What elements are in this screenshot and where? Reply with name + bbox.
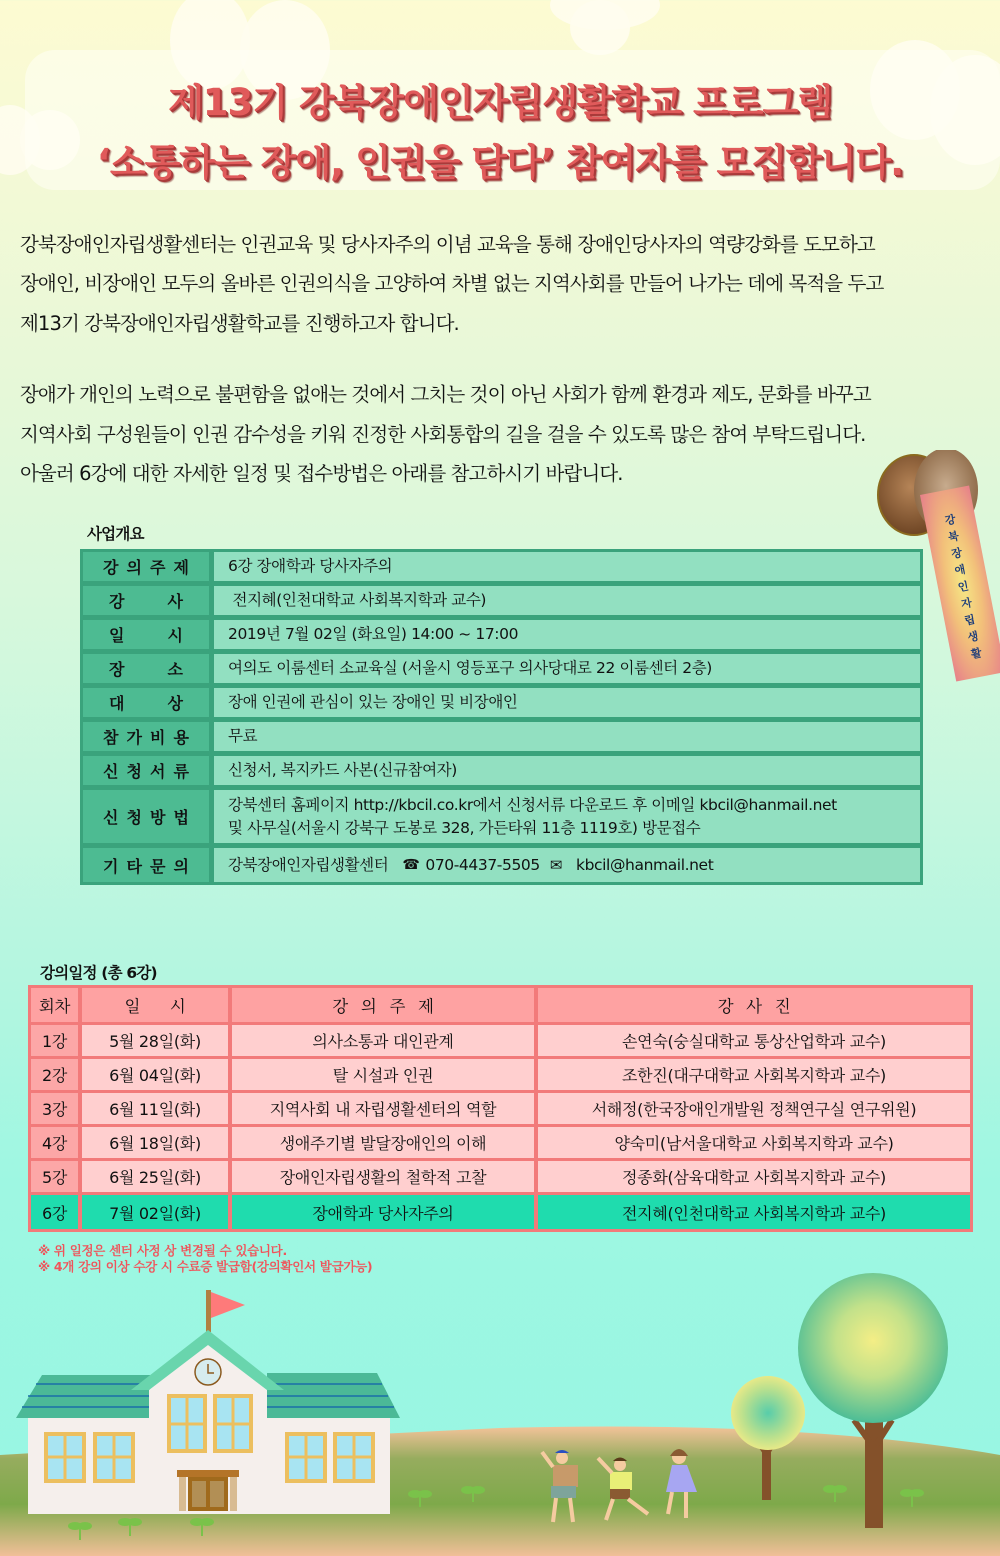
table-row: 2강 6월 04일(화) 탈 시설과 인권 조한진(대구대학교 사회복지학과 교수) [31, 1059, 970, 1093]
intro-line: 지역사회 구성원들이 인권 감수성을 키워 진정한 사회통합의 길을 걸을 수 있도록 많은 참여 부탁드립니다. [20, 423, 866, 446]
overview-row-topic [83, 552, 920, 586]
header-session: 회차 [31, 988, 82, 1022]
ribbon-banner: 강 북 장 애 인 자 립 생 활 [920, 485, 1000, 681]
table-row: 1강 5월 28일(화) 의사소통과 대인관계 손연숙(숭실대학교 통상산업학과 교수) [31, 1025, 970, 1059]
intro-line: 강북장애인자립생활센터는 인권교육 및 당사자주의 이념 교육을 통해 장애인당사자의 역량강화를 도모하고 [20, 233, 875, 256]
intro-line: 장애가 개인의 노력으로 불편함을 없애는 것에서 그치는 것이 아닌 사회가 함께 환경과 제도, 문화를 바꾸고 [20, 383, 871, 406]
cloud-decoration [570, 0, 630, 55]
overview-head: 신 청 방 법 [83, 790, 214, 843]
overview-row-fee [83, 722, 920, 756]
intro-line: 아울러 6강에 대한 자세한 일정 및 접수방법은 아래를 참고하시기 바랍니다. [20, 462, 623, 485]
overview-table [80, 549, 923, 885]
overview-value: 강북센터 홈페이지 http://kbcil.co.kr에서 신청서류 다운로드 후 이메일 kbcil@hanmail.net 및 사무실(서울시 강북구 도봉로 328, 가든타워 11층 1119호) 방문접수 [214, 790, 920, 843]
overview-head: 장 소 [83, 654, 214, 683]
overview-head: 강 사 [83, 586, 214, 615]
intro-line: 제13기 강북장애인자립생활학교를 진행하고자 합니다. [20, 312, 459, 335]
overview-head: 신 청 서 류 [83, 756, 214, 785]
overview-value: 여의도 이룸센터 소교육실 (서울시 영등포구 의사당대로 22 이룸센터 2층) [214, 654, 920, 683]
contact-org: 강북장애인자립생활센터 [228, 855, 389, 874]
table-row: 4강 6월 18일(화) 생애주기별 발달장애인의 이해 양숙미(남서울대학교 사회복지학과 교수) [31, 1127, 970, 1161]
intro-line: 장애인, 비장애인 모두의 올바른 인권의식을 고양하여 차별 없는 지역사회를 만들어 나가는 데에 목적을 두고 [20, 272, 884, 295]
contact-phone: 070-4437-5505 [425, 855, 540, 874]
overview-head: 강 의 주 제 [83, 552, 214, 581]
page-title-line2: ‘소통하는 장애, 인권을 담다’ 참여자를 모집합니다. [96, 141, 904, 184]
note-line: ※ 4개 강의 이상 수강 시 수료증 발급함(강의확인서 발급가능) [38, 1259, 373, 1274]
header-date: 일 시 [82, 988, 232, 1022]
schedule-table [28, 985, 973, 1232]
header-lecturer: 강 사 진 [538, 988, 970, 1022]
overview-value: 무료 [214, 722, 920, 751]
overview-row-documents [83, 756, 920, 790]
overview-row-datetime [83, 620, 920, 654]
contact-email[interactable]: kbcil@hanmail.net [576, 855, 714, 874]
school-building-icon [16, 1290, 400, 1514]
phone-icon: ☎ [402, 856, 420, 873]
overview-head: 대 상 [83, 688, 214, 717]
overview-value: 전지혜(인천대학교 사회복지학과 교수) [214, 586, 920, 615]
overview-value: 장애 인권에 관심이 있는 장애인 및 비장애인 [214, 688, 920, 717]
school-landscape-illustration [0, 1270, 1000, 1556]
overview-value: 2019년 7월 02일 (화요일) 14:00 ~ 17:00 [214, 620, 920, 649]
table-row: 3강 6월 11일(화) 지역사회 내 자립생활센터의 역할 서해정(한국장애인개발원 정책연구실 연구위원) [31, 1093, 970, 1127]
table-row-highlighted: 6강 7월 02일(화) 장애학과 당사자주의 전지혜(인천대학교 사회복지학과 교수) [31, 1195, 970, 1229]
overview-row-method [83, 790, 920, 848]
header-topic: 강 의 주 제 [232, 988, 538, 1022]
overview-head: 기 타 문 의 [83, 848, 214, 882]
overview-value: 신청서, 복지카드 사본(신규참여자) [214, 756, 920, 785]
overview-label: 사업개요 [87, 525, 144, 543]
overview-value: 6강 장애학과 당사자주의 [214, 552, 920, 581]
schedule-label: 강의일정 (총 6강) [40, 964, 157, 982]
overview-head: 참 가 비 용 [83, 722, 214, 751]
schedule-header-row [31, 988, 970, 1025]
overview-row-contact [83, 848, 920, 882]
overview-head: 일 시 [83, 620, 214, 649]
page-title-line1: 제13기 강북장애인자립생활학교 프로그램 [168, 81, 832, 124]
overview-row-lecturer [83, 586, 920, 620]
mail-icon: ✉ [549, 855, 562, 874]
overview-row-target [83, 688, 920, 722]
table-row: 5강 6월 25일(화) 장애인자립생활의 철학적 고찰 정종화(삼육대학교 사회복지학과 교수) [31, 1161, 970, 1195]
overview-value [214, 848, 920, 882]
overview-row-location [83, 654, 920, 688]
note-line: ※ 위 일정은 센터 사정 상 변경될 수 있습니다. [38, 1243, 287, 1258]
